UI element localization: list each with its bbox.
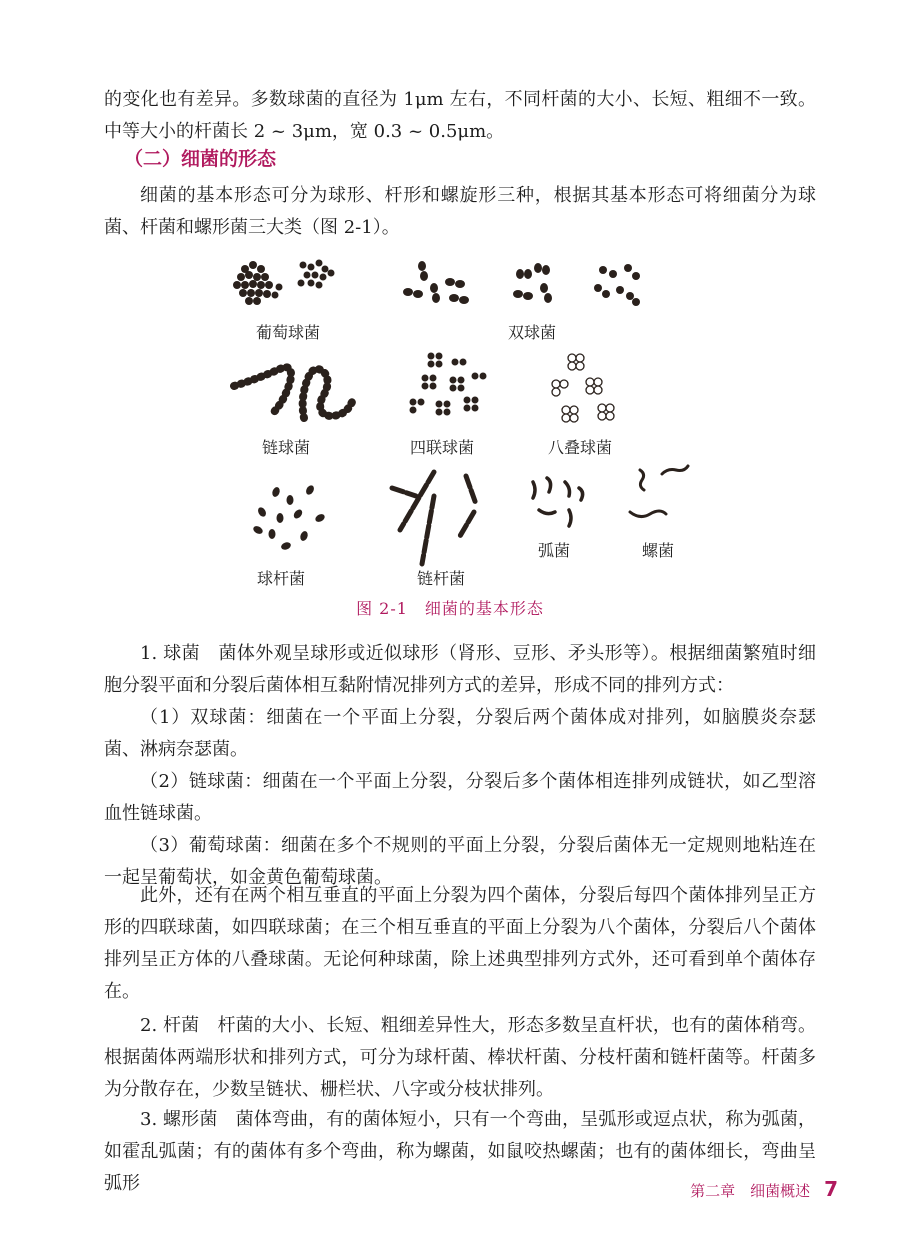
label-tetrad: 四联球菌: [410, 438, 475, 457]
section-heading: （二）细菌的形态: [124, 148, 277, 170]
vibrio-illustration: [525, 472, 595, 532]
spirillum-illustration: [626, 462, 696, 524]
label-diplococcus: 双球菌: [508, 323, 557, 342]
coccobacillus-illustration: [250, 482, 330, 557]
bacillus-paragraph: 2. 杆菌 杆菌的大小、长短、粗细差异性大，形态多数呈直杆状，也有的菌体稍弯。根据菌体两端形状和排列方式，可分为球杆菌、棒状杆菌、分枝杆菌和链杆菌等。杆菌多为分散存在，少数呈链状、栅栏状、八字或分枝状排列。: [104, 1015, 816, 1100]
coccus-paragraph: 1. 球菌 菌体外观呈球形或近似球形（肾形、豆形、矛头形等）。根据细菌繁殖时细胞分裂平面和分裂后菌体相互黏附情况排列方式的差异，形成不同的排列方式：: [104, 643, 816, 696]
footer-chapter: 第二章 细菌概述: [690, 1182, 811, 1200]
tetrad-illustration: [405, 352, 495, 417]
streptococcus-paragraph: （2）链球菌：细菌在一个平面上分裂，分裂后多个菌体相连排列成链状，如乙型溶血性链球菌。: [104, 771, 816, 824]
basic-forms-paragraph: 细菌的基本形态可分为球形、杆形和螺旋形三种，根据其基本形态可将细菌分为球菌、杆菌和螺形菌三大类（图 2-1）。: [104, 185, 816, 238]
label-staphylococcus: 葡萄球菌: [256, 323, 321, 342]
staphylococcus-illustration: [225, 255, 345, 315]
label-streptobacillus: 链杆菌: [417, 569, 466, 588]
page-number: 7: [824, 1177, 838, 1201]
streptobacillus-illustration: [388, 468, 488, 568]
label-sarcina: 八叠球菌: [548, 438, 613, 457]
figure-caption: 图 2-1 细菌的基本形态: [356, 599, 544, 618]
intro-paragraph: 的变化也有差异。多数球菌的直径为 1μm 左右，不同杆菌的大小、长短、粗细不一致。中等大小的杆菌长 2 ~ 3μm，宽 0.3 ~ 0.5μm。: [104, 89, 816, 142]
tetrad-paragraph: 此外，还有在两个相互垂直的平面上分裂为四个菌体，分裂后每四个菌体排列呈正方形的四联球菌，如四联球菌；在三个相互垂直的平面上分裂为八个菌体，分裂后八个菌体排列呈正方体的八叠球菌。无论何种球菌，除上述典型排列方式外，还可看到单个菌体存在。: [104, 885, 816, 1002]
diplococcus-illustration: [398, 258, 648, 313]
diplococcus-paragraph: （1）双球菌：细菌在一个平面上分裂，分裂后两个菌体成对排列，如脑膜炎奈瑟菌、淋病奈瑟菌。: [104, 707, 816, 760]
label-streptococcus: 链球菌: [262, 438, 311, 457]
spiral-paragraph: 3. 螺形菌 菌体弯曲，有的菌体短小，只有一个弯曲，呈弧形或逗点状，称为弧菌，如霍乱弧菌；有的菌体有多个弯曲，称为螺菌，如鼠咬热螺菌；也有的菌体细长，弯曲呈弧形: [104, 1109, 816, 1194]
page-footer: [690, 1177, 838, 1201]
staphylococcus-paragraph: （3）葡萄球菌：细菌在多个不规则的平面上分裂，分裂后菌体无一定规则地粘连在一起呈葡萄状，如金黄色葡萄球菌。: [104, 835, 816, 888]
streptococcus-illustration: [230, 358, 360, 428]
label-spirillum: 螺菌: [642, 541, 675, 560]
label-coccobacillus: 球杆菌: [257, 569, 306, 588]
label-vibrio: 弧菌: [538, 541, 571, 560]
sarcina-illustration: [548, 352, 628, 424]
